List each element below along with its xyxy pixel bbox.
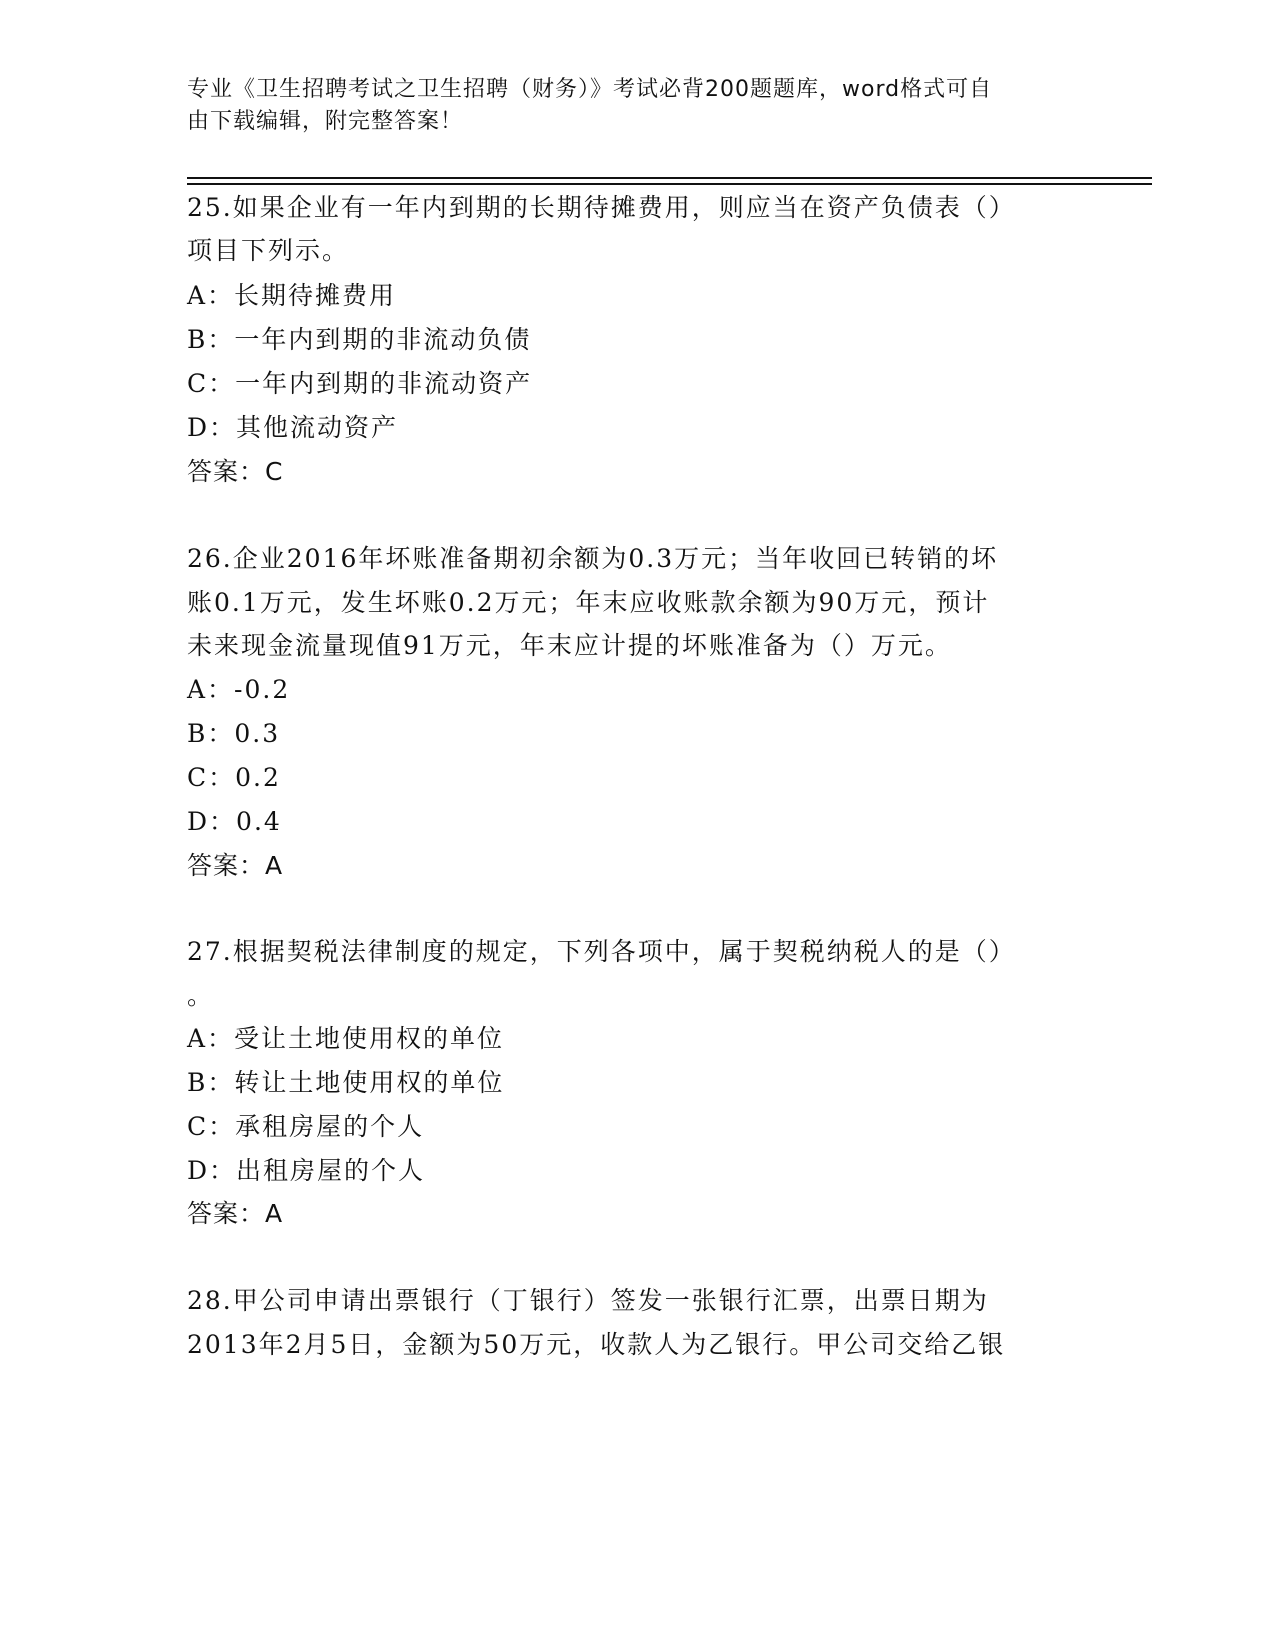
question-26-option-c: C：0.2 xyxy=(187,763,281,792)
question-27-option-c: C：承租房屋的个人 xyxy=(187,1112,425,1141)
question-27-option-a: A：受让土地使用权的单位 xyxy=(187,1024,505,1053)
question-26-stem-line-3: 未来现金流量现值91万元，年末应计提的坏账准备为（）万元。 xyxy=(187,631,952,660)
question-28-stem-line-1: 28.甲公司申请出票银行（丁银行）签发一张银行汇票，出票日期为 xyxy=(187,1286,989,1315)
document-header xyxy=(187,74,1067,138)
question-25-option-d: D：其他流动资产 xyxy=(187,413,399,442)
question-28-stem-line-2: 2013年2月5日，金额为50万元，收款人为乙银行。甲公司交给乙银 xyxy=(187,1330,1006,1359)
question-27-option-d: D：出租房屋的个人 xyxy=(187,1156,426,1185)
question-26-answer: 答案：A xyxy=(187,851,284,880)
question-25-stem-line-1: 25.如果企业有一年内到期的长期待摊费用，则应当在资产负债表（） xyxy=(187,193,1016,222)
question-26-option-d: D：0.4 xyxy=(187,807,282,836)
question-25-option-a: A：长期待摊费用 xyxy=(187,281,397,310)
header-line-1: 专业《卫生招聘考试之卫生招聘（财务）》考试必背200题题库，word格式可自 xyxy=(187,77,993,102)
question-25-option-b: B：一年内到期的非流动负债 xyxy=(187,325,532,354)
question-27-stem-line-1: 27.根据契税法律制度的规定，下列各项中，属于契税纳税人的是（） xyxy=(187,937,1016,966)
question-25-answer: 答案：C xyxy=(187,457,284,486)
header-divider-bottom xyxy=(187,183,1152,185)
question-25-stem-line-2: 项目下列示。 xyxy=(187,236,350,265)
question-26-stem-line-2: 账0.1万元，发生坏账0.2万元；年末应收账款余额为90万元，预计 xyxy=(187,588,990,617)
question-26-stem-line-1: 26.企业2016年坏账准备期初余额为0.3万元；当年收回已转销的坏 xyxy=(187,544,999,573)
question-27-answer: 答案：A xyxy=(187,1199,284,1228)
header-line-2: 由下载编辑，附完整答案！ xyxy=(187,109,464,134)
header-divider-top xyxy=(187,177,1152,179)
question-25-option-c: C：一年内到期的非流动资产 xyxy=(187,369,533,398)
question-26-option-a: A：-0.2 xyxy=(187,675,291,704)
question-26-option-b: B：0.3 xyxy=(187,719,281,748)
question-27-stem-line-2: 。 xyxy=(187,981,215,1010)
question-27-option-b: B：转让土地使用权的单位 xyxy=(187,1068,505,1097)
